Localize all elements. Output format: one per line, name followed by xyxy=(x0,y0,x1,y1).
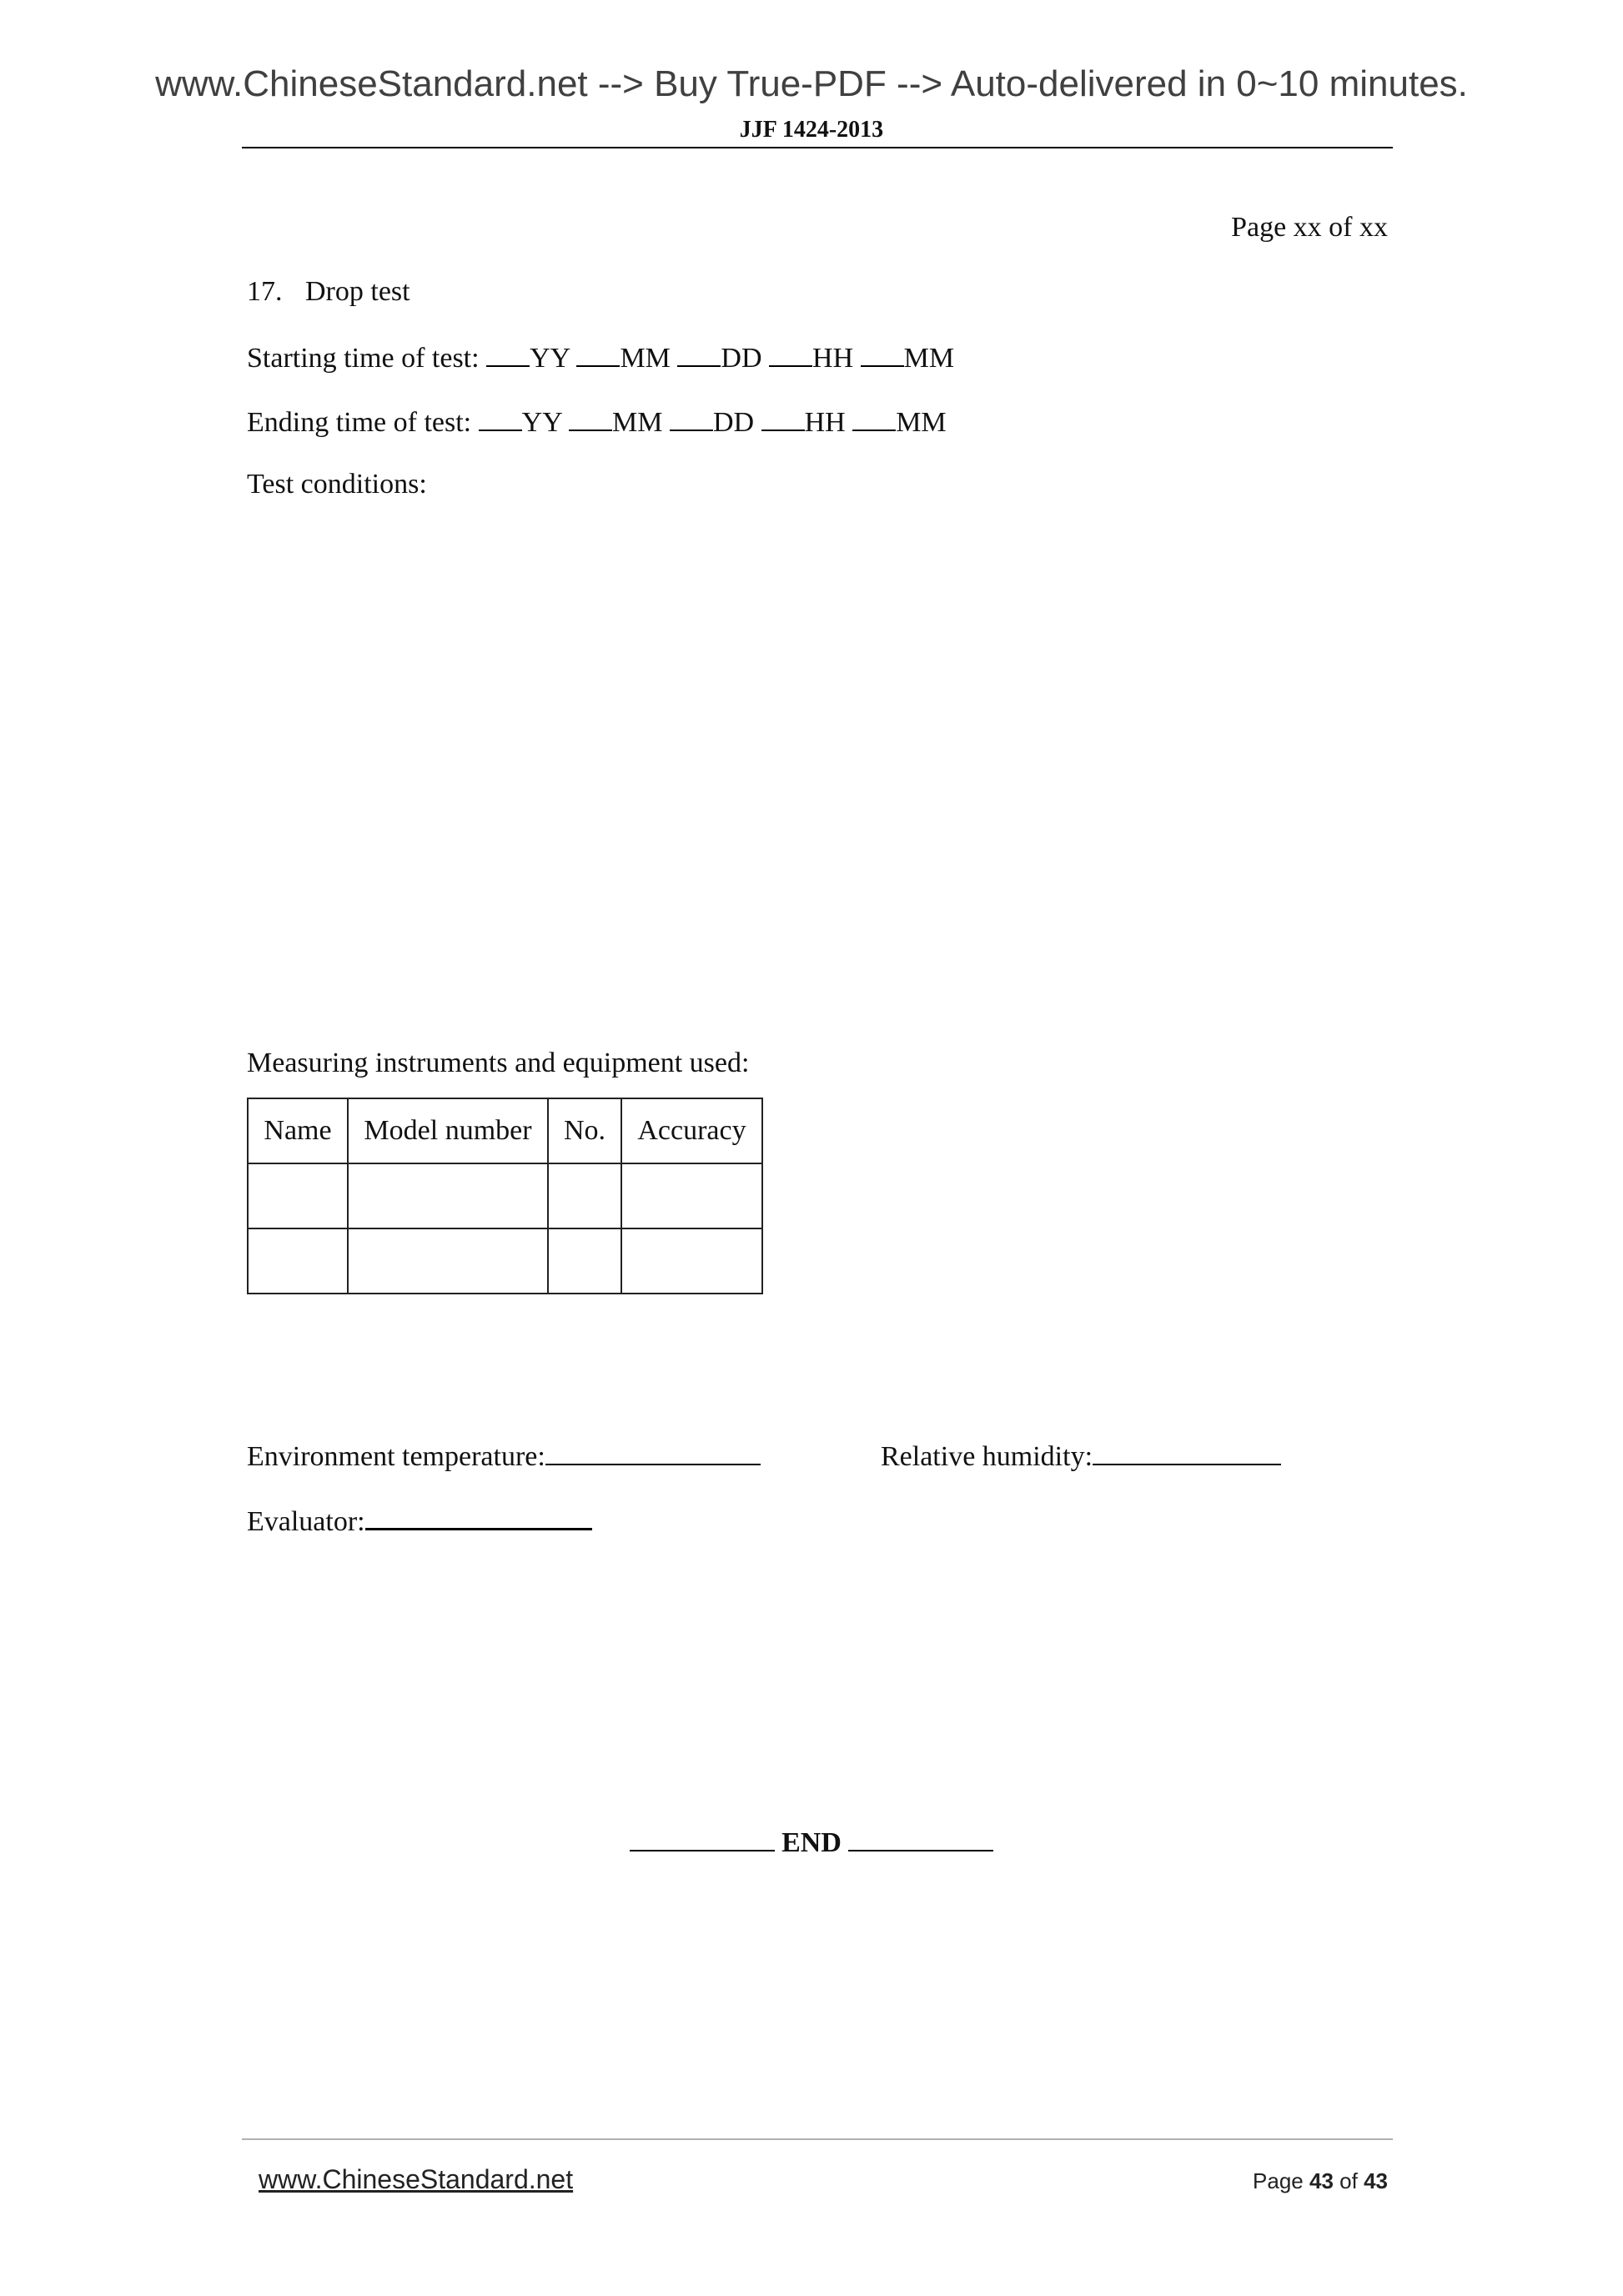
unit-dd: DD xyxy=(712,407,755,438)
column-header-model-number: Model number xyxy=(348,1098,548,1163)
page-of: of xyxy=(1339,2168,1358,2193)
table-header-row xyxy=(248,1098,762,1163)
ending-time-line xyxy=(247,404,947,439)
year-blank xyxy=(486,340,530,367)
hour-blank xyxy=(761,404,805,431)
table-cell[interactable] xyxy=(248,1228,348,1294)
end-rule-left xyxy=(630,1825,775,1851)
end-rule-right xyxy=(848,1825,993,1851)
section-number: 17. xyxy=(247,276,283,307)
instruments-label: Measuring instruments and equipment used: xyxy=(247,1048,750,1078)
table-cell[interactable] xyxy=(248,1163,348,1228)
table-cell[interactable] xyxy=(621,1163,762,1228)
page-placeholder: Page xx of xx xyxy=(1231,212,1388,243)
column-header-name: Name xyxy=(248,1098,348,1163)
table-row xyxy=(248,1163,762,1228)
test-conditions-label: Test conditions: xyxy=(247,469,427,500)
minute-blank xyxy=(861,340,904,367)
footer-page-number xyxy=(1253,2168,1388,2194)
evaluator-line xyxy=(247,1503,592,1538)
relative-humidity-blank[interactable] xyxy=(1093,1439,1281,1465)
starting-time-label: Starting time of test: xyxy=(247,343,480,374)
unit-yy: YY xyxy=(530,343,570,374)
table-cell[interactable] xyxy=(348,1228,548,1294)
page-current: 43 xyxy=(1309,2168,1334,2193)
end-text: END xyxy=(781,1827,842,1858)
environment-temperature-label: Environment temperature: xyxy=(247,1441,545,1472)
top-banner: www.ChineseStandard.net --> Buy True-PDF --> Auto-delivered in 0~10 minutes. xyxy=(155,63,1468,104)
unit-dd: DD xyxy=(721,343,762,374)
table-row xyxy=(248,1228,762,1294)
month-blank xyxy=(576,340,620,367)
standard-code: JJF 1424-2013 xyxy=(739,117,884,143)
minute-blank xyxy=(852,404,896,431)
instruments-table xyxy=(247,1098,763,1294)
footer-divider xyxy=(242,2138,1393,2140)
unit-min: MM xyxy=(896,407,947,438)
environment-temperature-blank[interactable] xyxy=(545,1439,761,1465)
table-cell[interactable] xyxy=(348,1163,548,1228)
header-divider xyxy=(242,147,1393,148)
starting-time-line xyxy=(247,340,954,374)
evaluator-label: Evaluator: xyxy=(247,1506,365,1537)
end-marker xyxy=(0,1825,1623,1859)
column-header-no: No. xyxy=(548,1098,621,1163)
footer-link[interactable]: www.ChineseStandard.net xyxy=(259,2164,574,2194)
unit-hh: HH xyxy=(812,343,854,374)
month-blank xyxy=(569,404,612,431)
evaluator-blank[interactable] xyxy=(365,1503,592,1530)
relative-humidity-label: Relative humidity: xyxy=(881,1441,1093,1472)
column-header-accuracy: Accuracy xyxy=(621,1098,762,1163)
table-cell[interactable] xyxy=(548,1228,621,1294)
environment-temperature-line xyxy=(247,1439,761,1473)
table-cell[interactable] xyxy=(548,1163,621,1228)
section-title: Drop test xyxy=(305,276,410,307)
unit-hh: HH xyxy=(804,407,846,438)
unit-mm: MM xyxy=(612,407,663,438)
page-total: 43 xyxy=(1364,2168,1388,2193)
year-blank xyxy=(479,404,522,431)
relative-humidity-line xyxy=(881,1439,1281,1473)
page-word: Page xyxy=(1253,2168,1304,2193)
day-blank xyxy=(670,404,713,431)
unit-min: MM xyxy=(903,343,955,374)
ending-time-label: Ending time of test: xyxy=(247,407,472,438)
unit-mm: MM xyxy=(620,343,671,374)
hour-blank xyxy=(769,340,812,367)
table-cell[interactable] xyxy=(621,1228,762,1294)
section-heading xyxy=(247,276,410,308)
day-blank xyxy=(677,340,721,367)
unit-yy: YY xyxy=(521,407,562,438)
